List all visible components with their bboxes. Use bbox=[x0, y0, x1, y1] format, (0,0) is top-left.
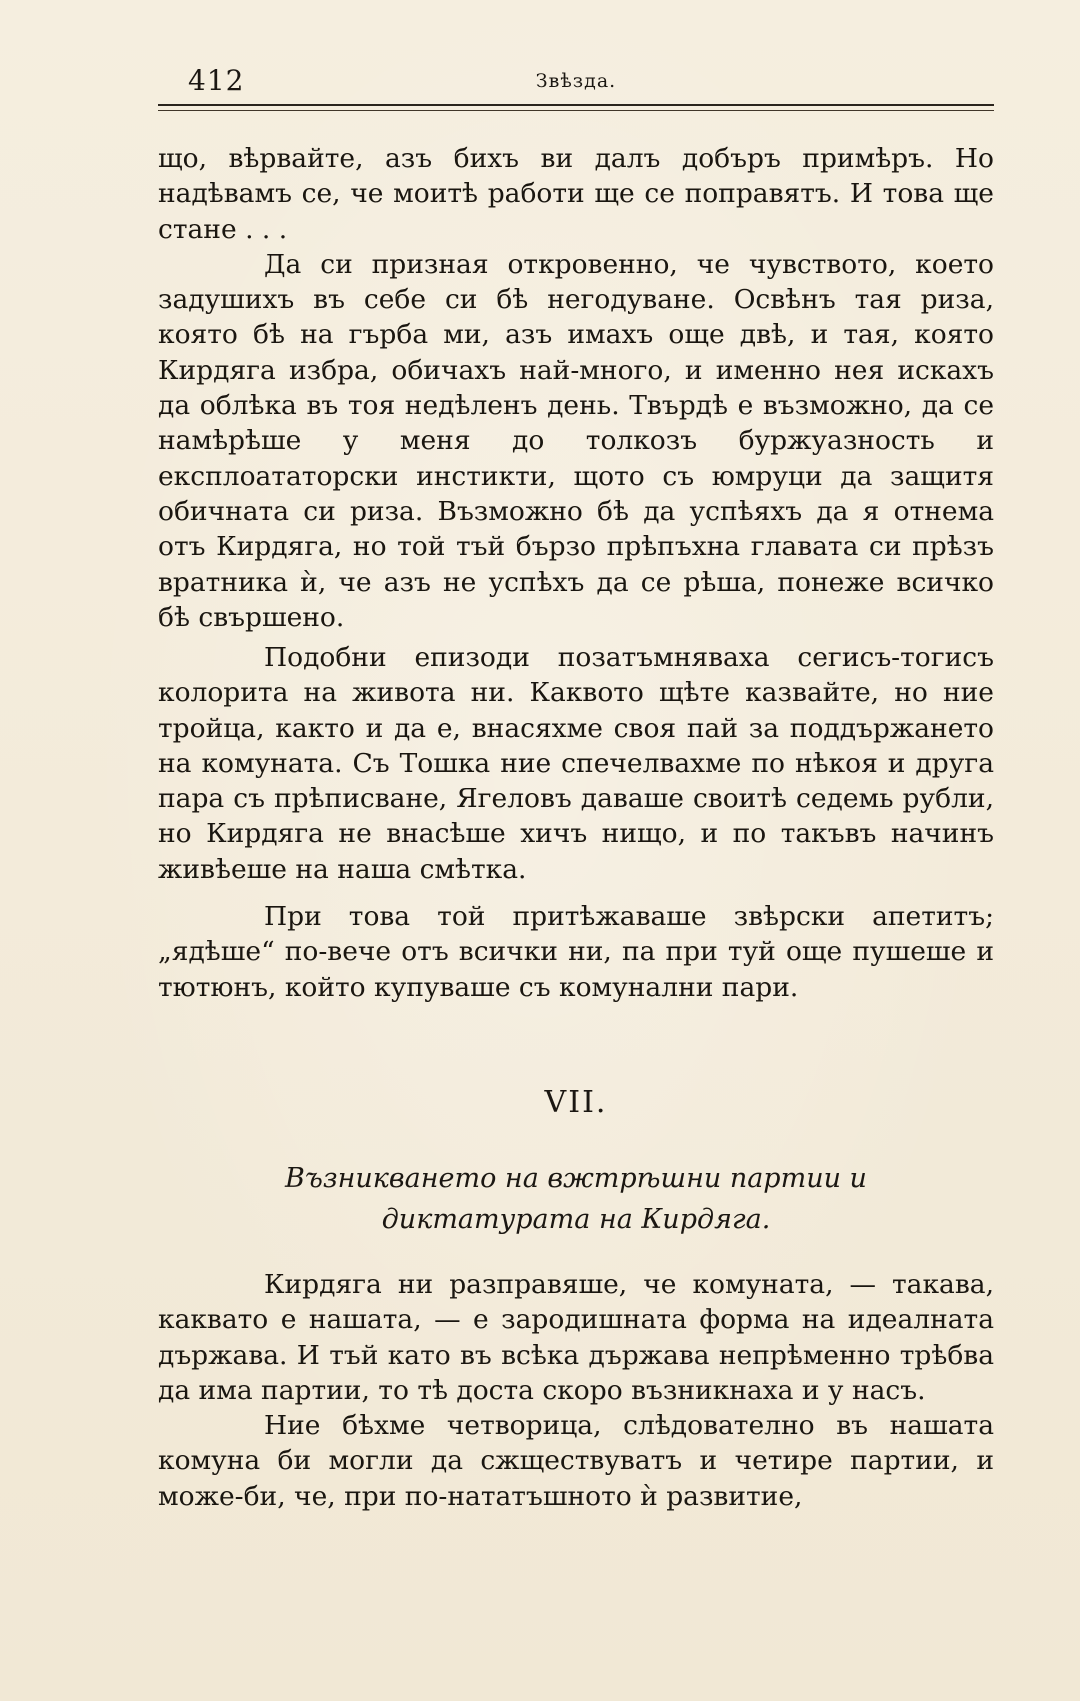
paragraph-3: Подобни епизоди позатъмняваха сегисъ-тогисъ колорита на живота ни. Каквото щѣте казвайте, но ние тройца, както и да е, внасяхме своя пай за поддържането на комуната. Съ Тошка ние спечелвахме по нѣкоя и друга пара съ прѣписване, Ягеловъ даваше своитѣ седемь рубли, но Кирдяга не внасѣше хичъ нищо, и по такъвъ начинъ живѣеше на наша смѣтка. bbox=[158, 642, 994, 885]
paragraph-6: Ние бѣхме четворица, слѣдователно въ нашата комуна би могли да сжществуватъ и четире партии, и може-би, че, при по-нататъшното ѝ развитие, bbox=[158, 1410, 994, 1512]
page-number: 412 bbox=[188, 64, 245, 97]
text-block-top bbox=[158, 141, 994, 635]
chapter-title: Възникването на вжтрѣшни партии и диктатурата на Кирдяга. bbox=[285, 1163, 867, 1235]
header-rule-bottom bbox=[158, 110, 994, 111]
text-block-lower bbox=[158, 899, 994, 1005]
text-block-bottom bbox=[158, 1267, 994, 1514]
paragraph-2: Да си призная откровенно, че чувството, което задушихъ въ себе си бѣ негодуване. Освѣнъ тая риза, която бѣ на гърба ми, азъ имахъ още двѣ, и тая, която Кирдяга избра, обичахъ най-много, и именно нея искахъ да облѣка въ тоя недѣленъ день. Твърдѣ е възможно, да се намѣрѣше у меня до толкозъ буржуазность и експлоататорски инстикти, щото съ юмруци да защитя обичната си риза. Възможно бѣ да успѣяхъ да я отнема отъ Кирдяга, но той тъй бързо прѣпъхна главата си прѣзъ вратника ѝ, че азъ не успѣхъ да се рѣша, понеже всичко бѣ свършено. bbox=[158, 248, 994, 633]
header-rule-top bbox=[158, 104, 994, 106]
text-block-middle bbox=[158, 640, 994, 887]
paragraph-4: При това той притѣжаваше звѣрски апетитъ; „ядѣше“ по-вече отъ всички ни, па при туй още пушеше и тютюнъ, който купуваше съ комунални пари. bbox=[158, 901, 994, 1003]
running-title: Звѣзда. bbox=[535, 70, 617, 92]
chapter-number: VII. bbox=[544, 1085, 608, 1120]
paragraph-5: Кирдяга ни разправяше, че комуната, — такава, каквато е нашата, — е зародишната форма на идеалната държава. И тъй като въ всѣка държава непрѣменно трѣбва да има партии, то тѣ доста скоро възникнаха и у насъ. bbox=[158, 1269, 994, 1406]
paragraph-1: що, вѣрвайте, азъ бихъ ви далъ добъръ примѣръ. Но надѣвамъ се, че моитѣ работи ще се поправятъ. И това ще стане . . . bbox=[158, 143, 994, 245]
page-header bbox=[158, 64, 994, 108]
